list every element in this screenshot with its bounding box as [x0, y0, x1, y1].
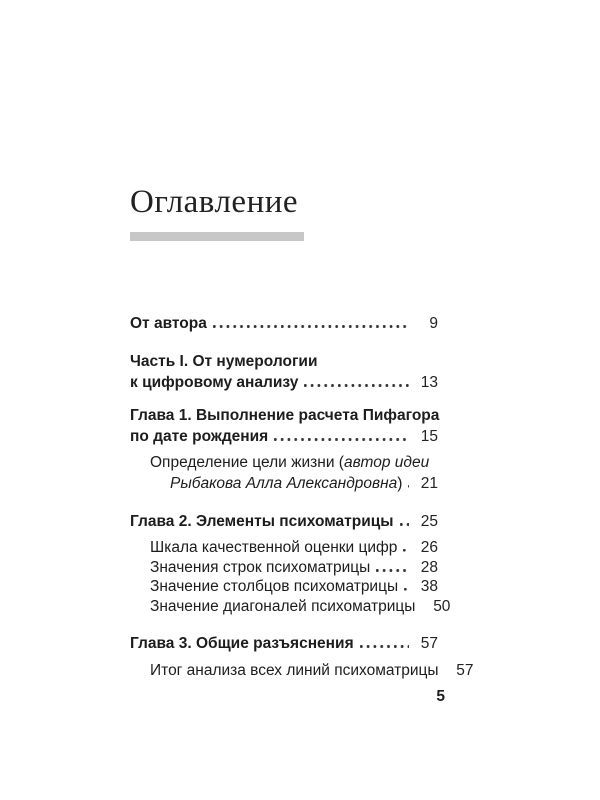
- toc-entry-page: 25: [420, 513, 438, 530]
- toc-entry-line1: [130, 351, 445, 372]
- dot-leader: [408, 485, 409, 488]
- table-of-contents: [130, 313, 474, 681]
- toc-entry-rows-meaning: [130, 558, 445, 578]
- folio-page-number: 5: [436, 688, 445, 705]
- toc-entry-label: От автора: [130, 315, 207, 332]
- toc-entry-label: Значение столбцов психоматрицы: [150, 578, 399, 595]
- toc-entry-page: 26: [420, 539, 438, 556]
- dot-leader: [360, 645, 409, 648]
- toc-entry-page: 15: [420, 428, 438, 445]
- toc-entry-label: Значения строк психоматрицы: [150, 558, 371, 576]
- toc-entry-line1: [130, 405, 445, 426]
- toc-entry-chapter-3: [130, 633, 445, 654]
- dot-leader: [274, 438, 409, 441]
- toc-entry-page: 28: [420, 558, 438, 576]
- toc-entry-line1: [130, 452, 445, 473]
- toc-entry-label: к цифровому анализу: [130, 374, 299, 391]
- toc-entry-line2: [130, 473, 445, 494]
- toc-entry-label: Глава 1. Выполнение расчета Пифагора: [130, 407, 440, 424]
- toc-entry-life-goal: [130, 452, 445, 494]
- toc-entry-chapter-2: [130, 511, 445, 532]
- dot-leader: [404, 588, 409, 591]
- dot-leader: [304, 384, 409, 387]
- dot-leader: [213, 325, 409, 328]
- toc-entry-label: Рыбакова Алла Александровна): [170, 475, 403, 492]
- page-title: Оглавление: [130, 184, 299, 220]
- toc-entry-label: Итог анализа всех линий психоматрицы: [150, 662, 439, 679]
- toc-entry-page: 57: [420, 635, 438, 652]
- toc-entry-page: 9: [429, 315, 438, 332]
- dot-leader: [400, 523, 410, 526]
- toc-entry-analysis-total: [130, 660, 474, 681]
- dot-leader: [403, 549, 409, 552]
- toc-entry-line2: [130, 426, 445, 447]
- toc-entry-label: по дате рождения: [130, 428, 269, 445]
- toc-entry-label: Значение диагоналей психоматрицы: [150, 597, 416, 615]
- dot-leader: [376, 569, 409, 572]
- toc-entry-label: Шкала качественной оценки цифр: [150, 539, 398, 556]
- toc-entry-columns-meaning: [130, 577, 445, 597]
- toc-entry-label: Определение цели жизни (автор идеи: [150, 454, 430, 471]
- title-rule: [130, 232, 304, 241]
- toc-entry-ot-avtora: [130, 313, 445, 334]
- toc-entry-label: Глава 2. Элементы психоматрицы: [130, 513, 394, 530]
- toc-entry-page: 50: [433, 597, 451, 615]
- toc-entry-line2: [130, 372, 445, 393]
- toc-entry-page: 21: [420, 475, 438, 492]
- toc-entry-label: Глава 3. Общие разъяснения: [130, 635, 354, 652]
- toc-entry-label: Часть I. От нумерологии: [130, 353, 318, 370]
- toc-subentries-chapter-2: [130, 538, 451, 616]
- toc-entry-scale: [130, 538, 445, 558]
- toc-entry-chapter-1: [130, 405, 445, 447]
- toc-entry-diagonals-meaning: [130, 597, 451, 617]
- toc-entry-part-1: [130, 351, 445, 393]
- toc-entry-page: 38: [420, 578, 438, 595]
- toc-entry-page: 13: [420, 374, 438, 391]
- toc-entry-page: 57: [456, 662, 474, 679]
